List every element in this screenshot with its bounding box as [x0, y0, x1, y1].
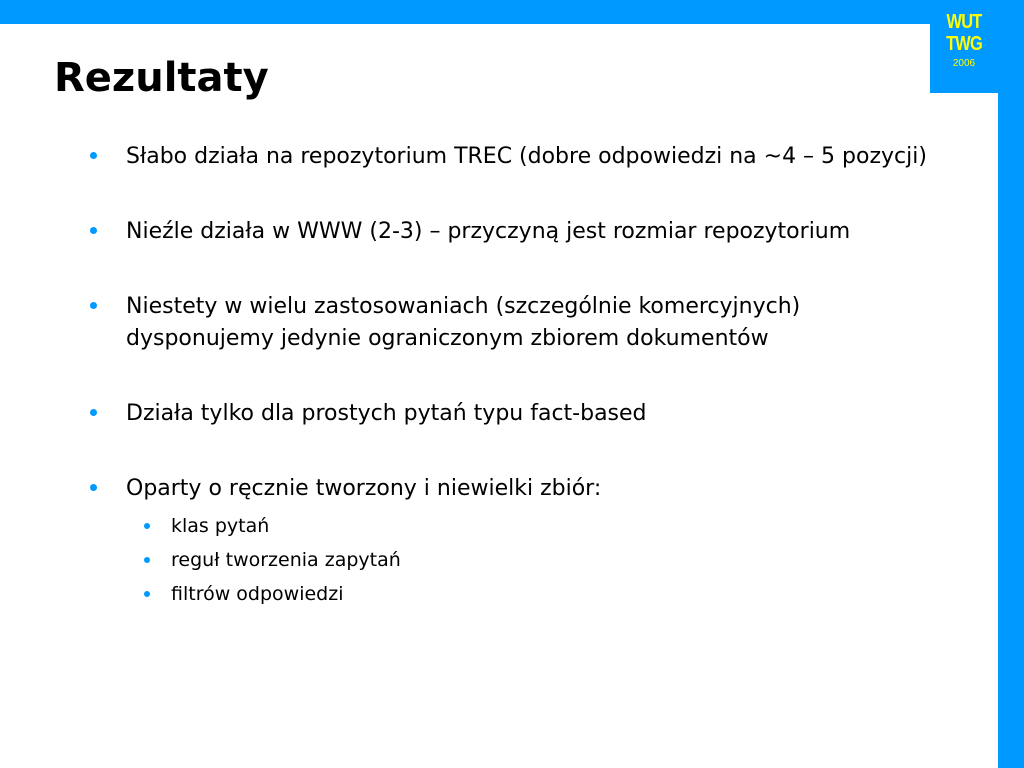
bullet-text: Nieźle działa w WWW (2-3) – przyczyną jest rozmiar repozytorium: [126, 219, 851, 244]
sub-bullet-item: [144, 509, 950, 543]
bullet-item: [90, 473, 950, 611]
sub-bullet-dot-icon: [144, 591, 150, 597]
bullet-dot-icon: [90, 484, 97, 491]
bullet-text: Niestety w wielu zastosowaniach (szczególnie komercyjnych) dysponujemy jedynie ograniczonym zbiorem dokumentów: [126, 294, 801, 351]
bullet-item: [90, 216, 950, 248]
sub-bullet-list: [126, 509, 950, 611]
logo-line-1: WUT: [946, 11, 982, 33]
logo-year: 2006: [952, 58, 976, 69]
bullet-text: Słabo działa na repozytorium TREC (dobre odpowiedzi na ~4 – 5 pozycji): [126, 144, 927, 169]
sub-bullet-dot-icon: [144, 523, 150, 529]
bullet-dot-icon: [90, 227, 97, 234]
sub-bullet-text: klas pytań: [171, 515, 270, 537]
sub-bullet-text: filtrów odpowiedzi: [171, 583, 344, 605]
wut-twg-logo: [930, 0, 998, 93]
bullet-dot-icon: [90, 409, 97, 416]
sub-bullet-item: [144, 543, 950, 577]
sub-bullet-item: [144, 577, 950, 611]
bullet-dot-icon: [90, 302, 97, 309]
sub-bullet-text: reguł tworzenia zapytań: [171, 549, 401, 571]
logo-line-2: TWG: [946, 33, 982, 55]
bullet-list: [90, 141, 950, 611]
slide-title: Rezultaty: [54, 55, 269, 101]
bullet-item: [90, 141, 950, 173]
bullet-item: [90, 291, 950, 355]
right-accent-bar: [998, 0, 1024, 768]
bullet-item: [90, 398, 950, 430]
bullet-text: Działa tylko dla prostych pytań typu fact-based: [126, 401, 647, 426]
bullet-text: Oparty o ręcznie tworzony i niewielki zbiór:: [126, 476, 602, 501]
sub-bullet-dot-icon: [144, 557, 150, 563]
top-accent-bar: [0, 0, 1024, 24]
bullet-dot-icon: [90, 152, 97, 159]
